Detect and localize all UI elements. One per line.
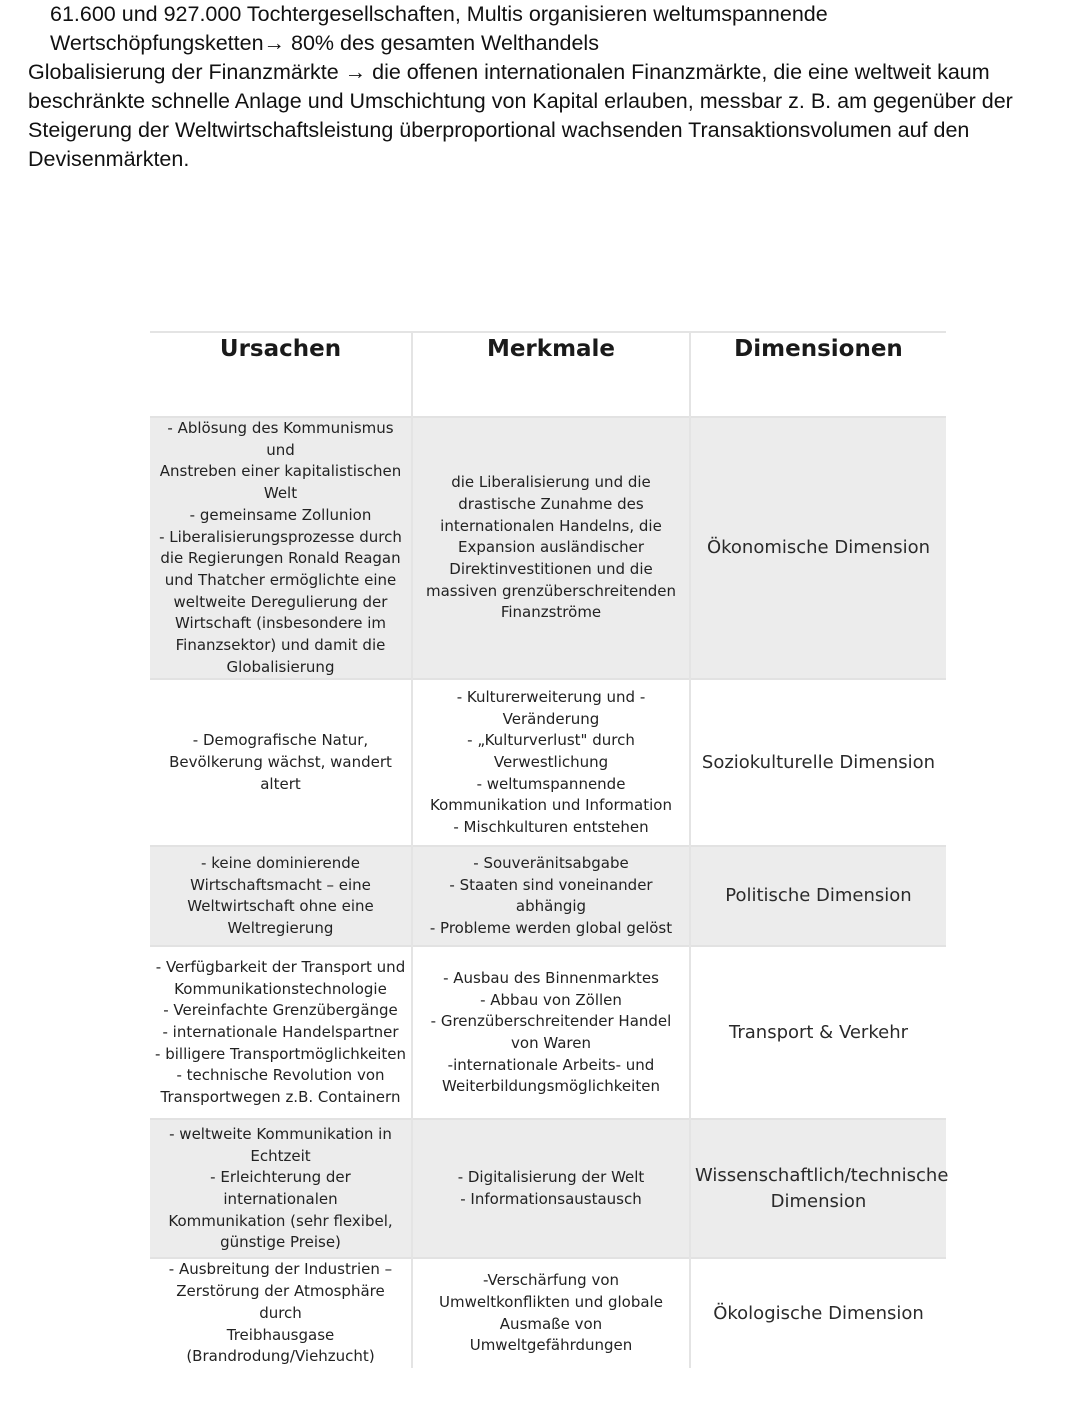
cell-dimension: Ökologische Dimension xyxy=(690,1258,946,1368)
table-row xyxy=(150,417,946,679)
cell-merkmale: - Digitalisierung der Welt - Informationsaustausch xyxy=(412,1119,690,1258)
cell-dimension: Politische Dimension xyxy=(690,846,946,946)
cell-merkmale: - Ausbau des Binnenmarktes - Abbau von Zöllen - Grenzüberschreitender Handel von Waren -internationale Arbeits- und Weiterbildungsmöglichkeiten xyxy=(412,946,690,1119)
header-dimensionen: Dimensionen xyxy=(690,332,946,417)
table-row xyxy=(150,946,946,1119)
cell-ursachen: - Ablösung des Kommunismus und Anstreben einer kapitalistischen Welt - gemeinsame Zollunion - Liberalisierungsprozesse durch die Regierungen Ronald Reagan und Thatcher ermöglichte eine weltweite Deregulierung der Wirtschaft (insbesondere im Finanzsektor) und damit die Globalisierung xyxy=(150,417,412,679)
intro-paragraph: Globalisierung der Finanzmärkte → die offenen internationalen Finanzmärkte, die eine weltweit kaum beschränkte schnelle Anlage und Umschichtung von Kapital erlauben, messbar z. B. am gegenüber der Steigerung der Weltwirtschaftsleistung überproportional wachsenden Transaktionsvolumen auf den Devisenmärkten. xyxy=(28,60,1013,171)
header-ursachen: Ursachen xyxy=(150,332,412,417)
globalization-table xyxy=(150,331,949,1368)
dimensions-table xyxy=(150,331,949,1368)
cell-merkmale: - Kulturerweiterung und - Veränderung - „Kulturverlust" durch Verwestlichung - weltumspannende Kommunikation und Information - Mischkulturen entstehen xyxy=(412,679,690,846)
table-header-row xyxy=(150,332,946,417)
table-row xyxy=(150,846,946,946)
cell-dimension: Soziokulturelle Dimension xyxy=(690,679,946,846)
table-row xyxy=(150,1258,946,1368)
cell-ursachen: - weltweite Kommunikation in Echtzeit - Erleichterung der internationalen Kommunikation (sehr flexibel, günstige Preise) xyxy=(150,1119,412,1258)
header-merkmale: Merkmale xyxy=(412,332,690,417)
cell-ursachen: - keine dominierende Wirtschaftsmacht – eine Weltwirtschaft ohne eine Weltregierung xyxy=(150,846,412,946)
intro-text-block xyxy=(28,0,1058,174)
intro-line-2: Wertschöpfungsketten→ 80% des gesamten Welthandels xyxy=(50,31,599,55)
cell-ursachen: - Ausbreitung der Industrien – Zerstörung der Atmosphäre durch Treibhausgase (Brandrodung/Viehzucht) xyxy=(150,1258,412,1368)
cell-dimension: Ökonomische Dimension xyxy=(690,417,946,679)
table-row xyxy=(150,1119,946,1258)
cell-ursachen: - Verfügbarkeit der Transport und Kommunikationstechnologie - Vereinfachte Grenzübergänge - internationale Handelspartner - billigere Transportmöglichkeiten - technische Revolution von Transportwegen z.B. Containern xyxy=(150,946,412,1119)
cell-merkmale: -Verschärfung von Umweltkonflikten und globale Ausmaße von Umweltgefährdungen xyxy=(412,1258,690,1368)
cell-merkmale: die Liberalisierung und die drastische Zunahme des internationalen Handelns, die Expansion ausländischer Direktinvestitionen und die massiven grenzüberschreitenden Finanzströme xyxy=(412,417,690,679)
cell-merkmale: - Souveränitsabgabe - Staaten sind voneinander abhängig - Probleme werden global gelöst xyxy=(412,846,690,946)
cell-ursachen: - Demografische Natur, Bevölkerung wächst, wandert altert xyxy=(150,679,412,846)
cell-dimension: Transport & Verkehr xyxy=(690,946,946,1119)
cell-dimension: Wissenschaftlich/technische Dimension xyxy=(690,1119,946,1258)
intro-line-1: 61.600 und 927.000 Tochtergesellschaften, Multis organisieren weltumspannende xyxy=(50,2,828,26)
table-row xyxy=(150,679,946,846)
